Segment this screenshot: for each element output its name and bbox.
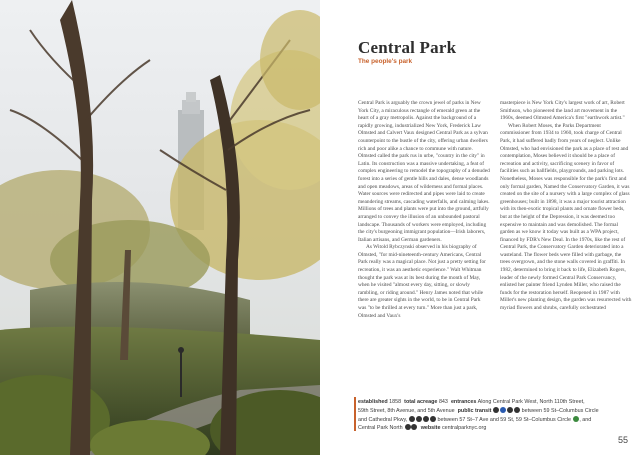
transit-label: public transit: [457, 407, 492, 414]
transit-value-2: and Cathedral Pkwy,: [358, 416, 408, 423]
subway-2-icon: [405, 424, 411, 430]
article-page: [320, 0, 640, 455]
paragraph: When Robert Moses, the Parks Department commissioner from 1934 to 1960, took charge of Central Park, it had suffered badly from years of neglect. Unlike Olmsted, who had envisioned the park as a place of rest and contemplation, Moses believed it should be a place of recreation and activity, sacrificing scenery in favor of facilities such as ballfields, playgrounds, and parking lots. Nonetheless, Moses was responsible for the park's first and only formal garden, Named the Conservatory Garden, it was created on the site of a nursery with a large complex of glass greenhouses; built in 1898, it was a major tourist attraction with its then-exotic tropical plants and ornate flower beds, but at the height of the Depression, it was deemed too expensive to maintain and was demolished. The formal garden as we know it today was built as a WPA project, financed by FDR's New Deal. In the 1970s, like the rest of Central Park, the Conservatory Garden deteriorated into a wasteland. The flower beds were filled with garbage, the trees overgrown, and the stone walls covered in graffiti. In 1982, determined to bring it back to life, Elizabeth Rogers, leader of the newly formed Central Park Conservancy, enlisted her painter friend Lynden Miller, who raised the funds for the restoration herself. Reopened in 1987 with Miller's new planting design, the garden was resurrected with myriad flowers and shrubs, carefully orchestrated: [500, 122, 632, 312]
subway-d-icon: [514, 407, 520, 413]
website-link[interactable]: centralparknyc.org: [441, 425, 487, 432]
paragraph: masterpiece is New York City's largest work of art, Robert Smithson, who pioneered the land art movement in the 1960s, deemed Olmsted America's first "earthwork artist.": [500, 100, 625, 122]
text-column-2: [500, 100, 632, 313]
established-label: established: [358, 399, 388, 405]
subway-3-icon: [411, 424, 417, 430]
entrances-value: Along Central Park West, North 110th Street,: [477, 399, 585, 405]
transit-value: between 59 St–Columbus Circle: [521, 407, 599, 414]
page-title: Central Park: [358, 38, 457, 57]
page-subtitle: The people's park: [358, 58, 413, 65]
acreage-value: 843: [438, 399, 448, 405]
subway-b-icon: [500, 407, 506, 413]
page-number: 55: [617, 435, 628, 445]
text-column-1: [358, 100, 490, 320]
subway-q-icon: [416, 416, 422, 422]
paragraph: Central Park is arguably the crown jewel of parks in New York City, a miraculous rectangle of emerald green at the heart of a gray metropolis. Against the background of a rapidly growing, industrialized New York, Frederick Law Olmsted and Calvert Vaux designed Central Park as a sylvan counterpoint to the bustle of the city, offering urban dwellers rich and poor alike a chance to commune with nature. Olmsted called the park rus in urbe, "country in the city" in Latin. Its construction was a massive undertaking, a feat of complex engineering to remodel the topography of a denuded forest into a series of gentle hills and dales, dense woodlands and open meadows, areas of wilderness and formal places. Water sources were redirected and pipes were laid to create meandering streams, cascading waterfalls, and calming lakes. Millions of trees and plants were put into the ground, artfully arranged to convey the illusion of an unbounded pastoral landscape. Thousands of workers were employed, including the city's burgeoning immigrant population—Irish laborers, Italian artisans, and German gardeners.: [358, 100, 490, 243]
transit-value-4: , and: [579, 416, 592, 423]
subway-c-icon: [507, 407, 513, 413]
subway-n-icon: [409, 416, 415, 422]
transit-value-5: Central Park North: [358, 425, 403, 432]
transit-value-3: between 57 St–7 Ave and 59 St, 59 St–Columbus Circle: [437, 416, 572, 423]
facts-accent-rule: [354, 397, 356, 431]
park-facts: [358, 398, 620, 433]
subway-w-icon: [430, 416, 436, 422]
subway-r-icon: [423, 416, 429, 422]
subway-a-icon: [493, 407, 499, 413]
paragraph: As Witold Rybczynski observed in his biography of Olmsted, "for mid-nineteenth-century Americans, Central Park really was a magical place. Not just a pretty setting for recreation, it was an aesthetic experience." Walt Whitman thought the park was at its best during the month of May, when he visited "almost every day, sitting, or slowly rambling, or riding around." Henry James noted that while there are greater sights in the world, to be in Central Park was "to be thrilled at every turn." More than just a park, Olmsted and Vaux's: [358, 244, 486, 319]
website-label: website: [420, 425, 441, 432]
established-value: 1858: [389, 399, 402, 405]
acreage-label: total acreage: [404, 399, 438, 405]
entrances-value-cont: 59th Street, 8th Avenue, and 5th Avenue: [358, 407, 455, 414]
entrances-label: entrances: [450, 399, 477, 405]
lamp-post: [180, 352, 182, 397]
